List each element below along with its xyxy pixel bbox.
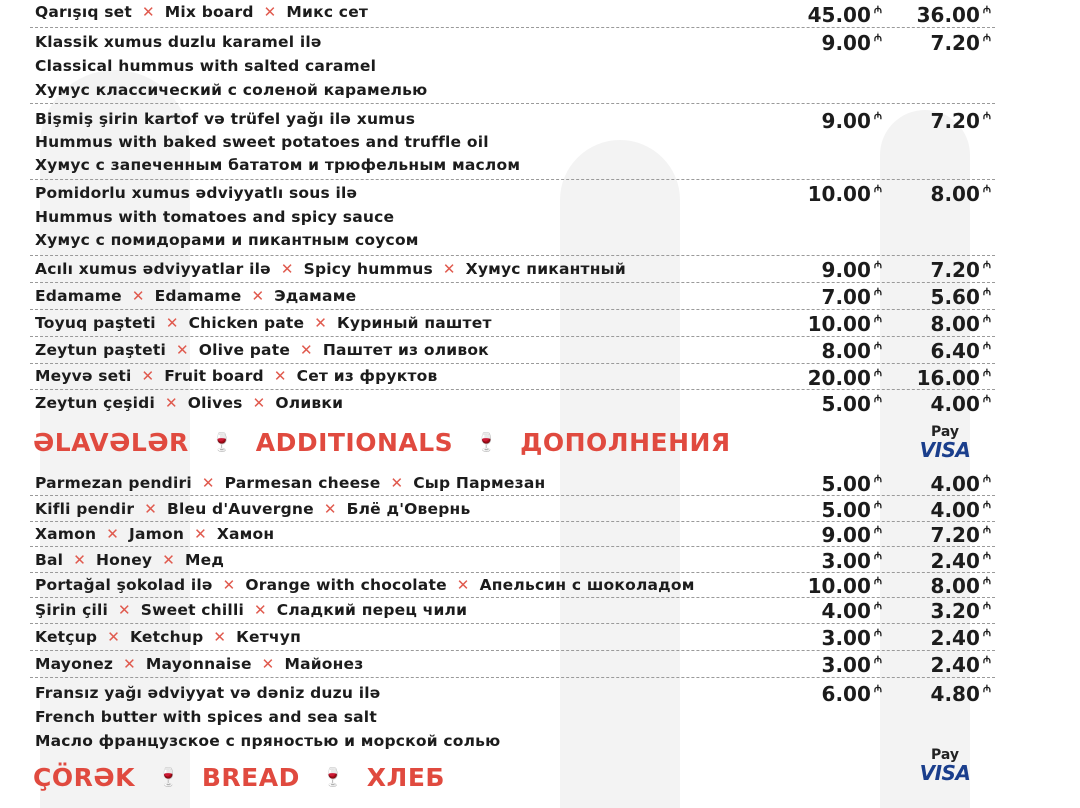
cross-cutlery-icon: ✕ (106, 525, 120, 543)
cross-cutlery-icon: ✕ (300, 341, 313, 359)
item-name: Edamame (35, 287, 122, 305)
pay-label: Pay (930, 424, 960, 440)
menu-row (30, 389, 995, 416)
price-full (762, 549, 882, 573)
item-name-line (35, 184, 357, 202)
price-value: 5.00 (821, 392, 871, 416)
price-discount (871, 549, 991, 573)
manat-icon: ₼ (982, 341, 991, 352)
price-value: 7.20 (930, 258, 980, 282)
price-full (762, 626, 882, 650)
item-name-line (35, 3, 368, 21)
price-discount (871, 599, 991, 623)
cross-cutlery-icon: ✕ (175, 341, 189, 359)
item-name-line (35, 367, 438, 385)
price-full (762, 574, 882, 598)
item-name: Хамон (216, 525, 275, 543)
cross-cutlery-icon: ✕ (141, 3, 155, 21)
item-name: Olives (187, 394, 243, 412)
menu-row (30, 27, 995, 104)
manat-icon: ₼ (873, 5, 882, 16)
manat-icon: ₼ (873, 684, 882, 695)
item-name: Ketçup (35, 628, 98, 646)
price-value: 5.00 (821, 472, 871, 496)
price-discount (871, 258, 991, 282)
item-name-line (35, 525, 274, 543)
manat-icon: ₼ (982, 551, 991, 562)
cross-cutlery-icon: ✕ (144, 500, 157, 518)
item-name: Kifli pendir (35, 500, 135, 518)
price-value: 9.00 (821, 258, 871, 282)
item-name: Zeytun paşteti (35, 341, 166, 359)
pay-visa-badge (915, 424, 975, 462)
cross-cutlery-icon: ✕ (280, 260, 294, 278)
price-value: 6.00 (821, 682, 871, 706)
item-name: Pomidorlu xumus ədviyyatlı sous ilə (35, 184, 358, 202)
item-name: Апельсин с шоколадом (479, 576, 695, 594)
heading-ru: ДОПОЛНЕНИЯ (520, 428, 731, 457)
pay-visa-badge (915, 747, 975, 785)
heading-en: BREAD (201, 763, 300, 792)
item-name-line (35, 474, 545, 492)
item-name: Spicy hummus (303, 260, 433, 278)
item-name: Mayonez (35, 655, 114, 673)
manat-icon: ₼ (873, 525, 882, 536)
item-name: Эдамаме (274, 287, 357, 305)
price-value: 4.80 (930, 682, 980, 706)
item-name-line (35, 551, 224, 569)
price-full (762, 472, 882, 496)
price-discount (871, 312, 991, 336)
heading-ru: ХЛЕБ (366, 763, 445, 792)
item-name: Майонез (284, 655, 364, 673)
price-discount (871, 285, 991, 309)
item-name-line (35, 628, 301, 646)
cross-cutlery-icon: ✕ (390, 474, 404, 492)
manat-icon: ₼ (873, 551, 882, 562)
cross-cutlery-icon: ✕ (222, 576, 236, 594)
price-value: 36.00 (916, 3, 980, 27)
cross-cutlery-icon: ✕ (442, 260, 456, 278)
item-name: Bişmiş şirin kartof və trüfel yağı ilə xumus (35, 110, 416, 128)
item-name: Portağal şokolad ilə (35, 576, 213, 594)
visa-logo: VISA (919, 438, 971, 462)
item-name: Fruit board (164, 367, 264, 385)
manat-icon: ₼ (873, 260, 882, 271)
price-discount (871, 653, 991, 677)
item-name: Хумус пикантный (465, 260, 626, 278)
item-name: Mix board (164, 3, 254, 21)
price-value: 45.00 (807, 3, 871, 27)
price-full (762, 339, 882, 363)
heading-az: ƏLAVƏLƏR (33, 428, 189, 457)
item-name: Bal (35, 551, 64, 569)
cross-cutlery-icon: ✕ (131, 287, 145, 305)
price-value: 2.40 (930, 653, 980, 677)
price-value: 8.00 (930, 182, 980, 206)
item-name: Сладкий перец чили (276, 601, 468, 619)
item-name: Zeytun çeşidi (35, 394, 155, 412)
item-name: Хумус классический с соленой карамелью (35, 81, 428, 99)
price-full (762, 498, 882, 522)
item-name: Edamame (154, 287, 242, 305)
price-value: 6.40 (930, 339, 980, 363)
item-name-line (35, 208, 394, 226)
item-name: Klassik xumus duzlu karamel ilə (35, 33, 322, 51)
price-discount (871, 31, 991, 55)
item-name: Масло французское с пряностью и морской солью (35, 732, 501, 750)
menu-row (30, 103, 995, 180)
price-value: 2.40 (930, 549, 980, 573)
price-full (762, 285, 882, 309)
item-name: Bleu d'Auvergne (166, 500, 314, 518)
section-heading-additionals (33, 428, 731, 457)
item-name-line (35, 394, 343, 412)
item-name: French butter with spices and sea salt (35, 708, 377, 726)
price-discount (871, 498, 991, 522)
item-name: Parmesan cheese (224, 474, 381, 492)
manat-icon: ₼ (982, 368, 991, 379)
item-name: Хумус с запеченным бататом и трюфельным маслом (35, 156, 521, 174)
item-name-line (35, 57, 376, 75)
item-name: Хумус с помидорами и пикантным соусом (35, 231, 419, 249)
cross-cutlery-icon: ✕ (141, 367, 155, 385)
price-value: 3.00 (821, 626, 871, 650)
manat-icon: ₼ (982, 601, 991, 612)
manat-icon: ₼ (873, 628, 882, 639)
item-name-line (35, 110, 415, 128)
item-name: Fransız yağı ədviyyat və dəniz duzu ilə (35, 684, 381, 702)
menu-row (30, 336, 995, 364)
price-full (762, 3, 882, 27)
item-name: Olive pate (198, 341, 291, 359)
price-value: 10.00 (807, 312, 871, 336)
menu-row (30, 572, 995, 598)
price-full (762, 682, 882, 706)
item-name: Блё д'Овернь (346, 500, 471, 518)
price-discount (871, 182, 991, 206)
cross-cutlery-icon: ✕ (162, 551, 176, 569)
item-name: Мед (185, 551, 225, 569)
price-value: 3.20 (930, 599, 980, 623)
cross-cutlery-icon: ✕ (314, 314, 328, 332)
price-value: 7.20 (930, 31, 980, 55)
manat-icon: ₼ (873, 500, 882, 511)
manat-icon: ₼ (982, 684, 991, 695)
price-discount (871, 3, 991, 27)
pay-label: Pay (930, 747, 960, 763)
cross-cutlery-icon: ✕ (252, 394, 266, 412)
item-name: Mayonnaise (145, 655, 252, 673)
item-name-line (35, 133, 489, 151)
manat-icon: ₼ (873, 33, 882, 44)
manat-icon: ₼ (873, 394, 882, 405)
manat-icon: ₼ (982, 525, 991, 536)
price-discount (871, 392, 991, 416)
price-full (762, 312, 882, 336)
manat-icon: ₼ (982, 314, 991, 325)
menu-row (30, 469, 995, 496)
manat-icon: ₼ (873, 368, 882, 379)
manat-icon: ₼ (982, 394, 991, 405)
price-value: 4.00 (930, 472, 980, 496)
price-value: 20.00 (807, 366, 871, 390)
price-full (762, 366, 882, 390)
price-discount (871, 574, 991, 598)
price-discount (871, 626, 991, 650)
cross-cutlery-icon: ✕ (273, 367, 287, 385)
cross-cutlery-icon: ✕ (118, 601, 131, 619)
heading-en: ADDITIONALS (255, 428, 454, 457)
price-discount (871, 366, 991, 390)
price-full (762, 653, 882, 677)
item-name: Toyuq paşteti (35, 314, 156, 332)
item-name-line (35, 81, 427, 99)
manat-icon: ₼ (873, 184, 882, 195)
item-name: Chicken pate (188, 314, 305, 332)
price-full (762, 182, 882, 206)
price-full (762, 109, 882, 133)
item-name-line (35, 260, 626, 278)
item-name: Xamon (35, 525, 97, 543)
manat-icon: ₼ (982, 260, 991, 271)
price-full (762, 599, 882, 623)
item-name: Meyvə seti (35, 367, 132, 385)
item-name: Оливки (275, 394, 344, 412)
price-value: 9.00 (821, 31, 871, 55)
manat-icon: ₼ (873, 601, 882, 612)
price-value: 4.00 (930, 392, 980, 416)
price-value: 5.00 (821, 498, 871, 522)
price-value: 8.00 (821, 339, 871, 363)
manat-icon: ₼ (982, 5, 991, 16)
menu-row (30, 255, 995, 283)
price-full (762, 392, 882, 416)
manat-icon: ₼ (982, 576, 991, 587)
wine-glass-icon: 🍷 (321, 767, 345, 788)
item-name-line (35, 576, 695, 594)
item-name-line (35, 156, 520, 174)
wine-glass-icon: 🍷 (156, 767, 180, 788)
item-name: Orange with chocolate (245, 576, 447, 594)
wine-glass-icon: 🍷 (210, 432, 234, 453)
manat-icon: ₼ (873, 576, 882, 587)
item-name-line (35, 684, 380, 702)
price-full (762, 258, 882, 282)
manat-icon: ₼ (982, 500, 991, 511)
price-full (762, 523, 882, 547)
cross-cutlery-icon: ✕ (201, 474, 215, 492)
price-full (762, 31, 882, 55)
price-value: 9.00 (821, 523, 871, 547)
menu-row (30, 546, 995, 573)
cross-cutlery-icon: ✕ (107, 628, 120, 646)
item-name: Микс сет (286, 3, 369, 21)
item-name: Паштет из оливок (322, 341, 489, 359)
menu-row (30, 597, 995, 624)
cross-cutlery-icon: ✕ (165, 314, 179, 332)
menu-row (30, 0, 995, 28)
item-name: Qarışıq set (35, 3, 132, 21)
manat-icon: ₼ (982, 184, 991, 195)
cross-cutlery-icon: ✕ (323, 500, 337, 518)
menu-row (30, 623, 995, 651)
price-value: 8.00 (930, 312, 980, 336)
price-discount (871, 523, 991, 547)
item-name: Sweet chilli (140, 601, 244, 619)
section-heading-bread (33, 763, 445, 792)
cross-cutlery-icon: ✕ (263, 3, 277, 21)
cross-cutlery-icon: ✕ (213, 628, 227, 646)
menu-row (30, 282, 995, 310)
item-name-line (35, 500, 470, 518)
item-name-line (35, 287, 356, 305)
price-value: 10.00 (807, 182, 871, 206)
manat-icon: ₼ (982, 287, 991, 298)
item-name: Сыр Пармезан (413, 474, 546, 492)
menu-row (30, 521, 995, 547)
menu-row (30, 650, 995, 678)
manat-icon: ₼ (873, 655, 882, 666)
manat-icon: ₼ (982, 628, 991, 639)
price-value: 3.00 (821, 653, 871, 677)
manat-icon: ₼ (982, 111, 991, 122)
item-name-line (35, 341, 489, 359)
manat-icon: ₼ (873, 111, 882, 122)
cross-cutlery-icon: ✕ (123, 655, 136, 673)
price-value: 5.60 (930, 285, 980, 309)
manat-icon: ₼ (873, 474, 882, 485)
item-name: Куриный паштет (337, 314, 492, 332)
price-value: 2.40 (930, 626, 980, 650)
manat-icon: ₼ (982, 474, 991, 485)
cross-cutlery-icon: ✕ (164, 394, 178, 412)
manat-icon: ₼ (873, 287, 882, 298)
manat-icon: ₼ (982, 655, 991, 666)
cross-cutlery-icon: ✕ (456, 576, 470, 594)
price-value: 7.00 (821, 285, 871, 309)
item-name: Honey (95, 551, 153, 569)
manat-icon: ₼ (982, 33, 991, 44)
item-name-line (35, 314, 492, 332)
menu-row (30, 179, 995, 256)
menu-row (30, 309, 995, 337)
menu-row (30, 495, 995, 522)
item-name-line (35, 231, 419, 249)
visa-logo: VISA (919, 761, 971, 785)
cross-cutlery-icon: ✕ (261, 655, 275, 673)
price-value: 9.00 (821, 109, 871, 133)
cross-cutlery-icon: ✕ (253, 601, 267, 619)
cross-cutlery-icon: ✕ (251, 287, 265, 305)
item-name: Hummus with baked sweet potatoes and truffle oil (35, 133, 489, 151)
cross-cutlery-icon: ✕ (73, 551, 86, 569)
item-name: Classical hummus with salted caramel (35, 57, 377, 75)
price-value: 16.00 (916, 366, 980, 390)
wine-glass-icon: 🍷 (475, 432, 499, 453)
item-name: Кетчуп (236, 628, 301, 646)
cross-cutlery-icon: ✕ (194, 525, 207, 543)
price-discount (871, 472, 991, 496)
price-value: 3.00 (821, 549, 871, 573)
item-name: Hummus with tomatoes and spicy sauce (35, 208, 395, 226)
price-value: 7.20 (930, 109, 980, 133)
manat-icon: ₼ (873, 314, 882, 325)
manat-icon: ₼ (873, 341, 882, 352)
item-name-line (35, 33, 322, 51)
price-value: 4.00 (930, 498, 980, 522)
price-value: 4.00 (821, 599, 871, 623)
menu-row (30, 363, 995, 390)
price-value: 7.20 (930, 523, 980, 547)
item-name: Acılı xumus ədviyyatlar ilə (35, 260, 271, 278)
menu-row (30, 677, 995, 753)
item-name-line (35, 601, 467, 619)
item-name: Parmezan pendiri (35, 474, 192, 492)
heading-az: ÇÖRƏK (33, 763, 135, 792)
price-value: 8.00 (930, 574, 980, 598)
item-name-line (35, 655, 363, 673)
price-discount (871, 109, 991, 133)
item-name-line (35, 732, 500, 750)
item-name: Jamon (129, 525, 185, 543)
item-name: Ketchup (129, 628, 204, 646)
item-name: Сет из фруктов (296, 367, 438, 385)
item-name-line (35, 708, 377, 726)
item-name: Şirin çili (35, 601, 108, 619)
price-value: 10.00 (807, 574, 871, 598)
price-discount (871, 339, 991, 363)
price-discount (871, 682, 991, 706)
